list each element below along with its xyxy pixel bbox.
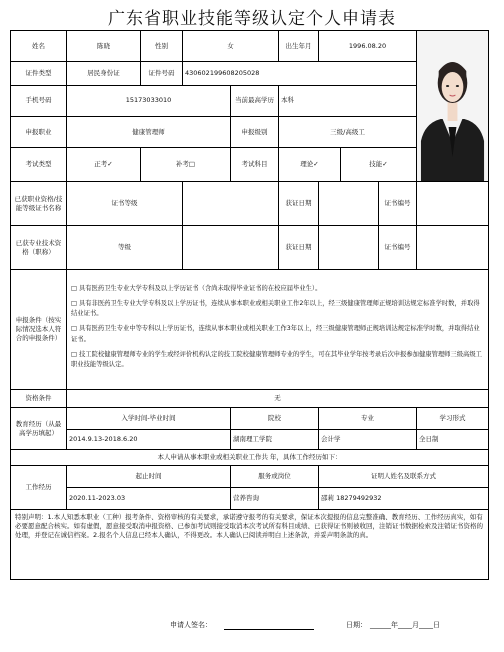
prev-prof-date-label: 获证日期	[279, 226, 319, 270]
prev-cert-date-value[interactable]	[319, 182, 379, 226]
application-form-table	[10, 30, 489, 580]
edu-row-time[interactable]: 2014.9.13-2018.6.20	[67, 430, 231, 450]
cert-no-label: 证件号码	[141, 62, 183, 85]
edu-header-mode: 学习形式	[417, 408, 489, 430]
job-value[interactable]: 健康管理师	[67, 116, 231, 147]
signature-row	[10, 612, 488, 640]
condition-item[interactable]: □ 具有非医药卫生专业大学专科及以上学历证书，连续从事本职业或相关职业工作2年以上，经三级健康管理师正规培训达规定标准学时数，并取得结业证书。	[71, 300, 480, 318]
conditions-label: 申报条件（按实际情况选本人符合的申报条件）	[11, 270, 67, 390]
work-header-time: 起止时间	[67, 466, 231, 488]
signature-label: 申请人签名：	[170, 621, 212, 629]
date-label: 日期：	[346, 621, 367, 629]
applicant-photo	[417, 31, 488, 181]
prev-cert-no-label: 证书编号	[379, 182, 417, 226]
prev-cert-label: 已获职业资格/技能等级证书名称	[11, 182, 67, 226]
prev-cert-date-label: 获证日期	[279, 182, 319, 226]
work-years-line: 本人申请从事本职业或相关职业工作共 年，具体工作经历如下：	[11, 450, 489, 466]
form-title: 广东省职业技能等级认定个人申请表	[108, 9, 396, 29]
date-field[interactable]: ______年____月____日	[370, 621, 440, 629]
prev-prof-label: 已获专业技术资格（职称）	[11, 226, 67, 270]
work-header-ref: 证明人姓名及联系方式	[319, 466, 489, 488]
edu-label: 当前最高学历	[231, 85, 279, 116]
prev-prof-no-value[interactable]	[417, 226, 489, 270]
review-value[interactable]: 无	[67, 390, 489, 408]
condition-item[interactable]: □ 技工院校健康管理师专业的学生或经评价机构认定的技工院校健康管理师专业的学生，可在其毕业学年按考录后次申报参加健康管理师三级高级工职业技能等级认定。	[71, 350, 482, 368]
condition-item[interactable]: □ 具有医药卫生专业大学专科及以上学历证书（含尚未取得毕业证书的在校应届毕业生）。	[71, 285, 322, 293]
prev-prof-level-value[interactable]	[183, 226, 279, 270]
prev-prof-no-label: 证书编号	[379, 226, 417, 270]
cert-type-label: 证件类型	[11, 62, 67, 85]
work-row-ref[interactable]: 邵莉 18279492932	[319, 488, 489, 510]
declaration-text: 特别声明：1.本人知悉本职业（工种）报考条件、资格审核的有关要求，承诺遵守报考的有关要求，保证本次提报的信息完整准确、教育经历、工作经历真实，如有必要愿意配合核实。如有虚假，愿意接受取消申报资格、已参加考试则接受取消本次考试所有科目成绩、已获得证书则被收回，注销证书数据检索及注销证书资格的处理，并登记在诚信档案。2.报名个人信息已经本人确认，不得更改。本人确认已阅读并明白上述条款，并妥声明条款的真。	[11, 510, 489, 580]
prev-cert-level-value[interactable]	[183, 182, 279, 226]
cert-no-value[interactable]: 430602199608205028	[183, 62, 417, 85]
birth-value[interactable]: 1996.08.20	[319, 31, 417, 62]
review-label: 资格条件	[11, 390, 67, 408]
edu-row-school[interactable]: 湖南理工学院	[231, 430, 319, 450]
work-header-post: 服务或岗位	[231, 466, 319, 488]
exam-subj-opt1[interactable]: 理论✓	[279, 148, 341, 182]
prev-prof-level-label: 等级	[67, 226, 183, 270]
education-label: 教育经历（从最高学历填起）	[11, 408, 67, 450]
photo-cell	[417, 31, 489, 182]
level-label: 申报级别	[231, 116, 279, 147]
edu-header-time: 入学时间-毕业时间	[67, 408, 231, 430]
prev-cert-level-label: 证书等级	[67, 182, 183, 226]
exam-type-label: 考试类型	[11, 148, 67, 182]
edu-header-school: 院校	[231, 408, 319, 430]
condition-item[interactable]: □ 具有医药卫生专业中等专科以上学历证书，连续从事本职业或相关职业工作3年以上，经三级健康管理师正规培训达规定标准学时数，并取得结业证书。	[71, 325, 480, 343]
gender-value[interactable]: 女	[183, 31, 279, 62]
edu-header-major: 专业	[319, 408, 417, 430]
name-value[interactable]: 陈晓	[67, 31, 141, 62]
work-row-post[interactable]: 营养咨询	[231, 488, 319, 510]
exam-subj-opt2[interactable]: 技能✓	[341, 148, 417, 182]
phone-label: 手机号码	[11, 85, 67, 116]
job-label: 申报职业	[11, 116, 67, 147]
exam-type-opt2[interactable]: 补考□	[141, 148, 231, 182]
prev-cert-no-value[interactable]	[417, 182, 489, 226]
phone-value[interactable]: 15173033010	[67, 85, 231, 116]
edu-row-mode[interactable]: 全日制	[417, 430, 489, 450]
work-row-time[interactable]: 2020.11-2023.03	[67, 488, 231, 510]
signature-field[interactable]	[224, 620, 314, 630]
level-value[interactable]: 三级/高级工	[279, 116, 417, 147]
name-label: 姓名	[11, 31, 67, 62]
prev-prof-date-value[interactable]	[319, 226, 379, 270]
gender-label: 性别	[141, 31, 183, 62]
work-label: 工作经历	[11, 466, 67, 510]
edu-row-major[interactable]: 会计学	[319, 430, 417, 450]
exam-type-opt1[interactable]: 正考✓	[67, 148, 141, 182]
birth-label: 出生年月	[279, 31, 319, 62]
edu-value[interactable]: 本科	[279, 85, 417, 116]
conditions-list	[67, 270, 489, 390]
exam-subj-label: 考试科目	[231, 148, 279, 182]
cert-type-value[interactable]: 居民身份证	[67, 62, 141, 85]
